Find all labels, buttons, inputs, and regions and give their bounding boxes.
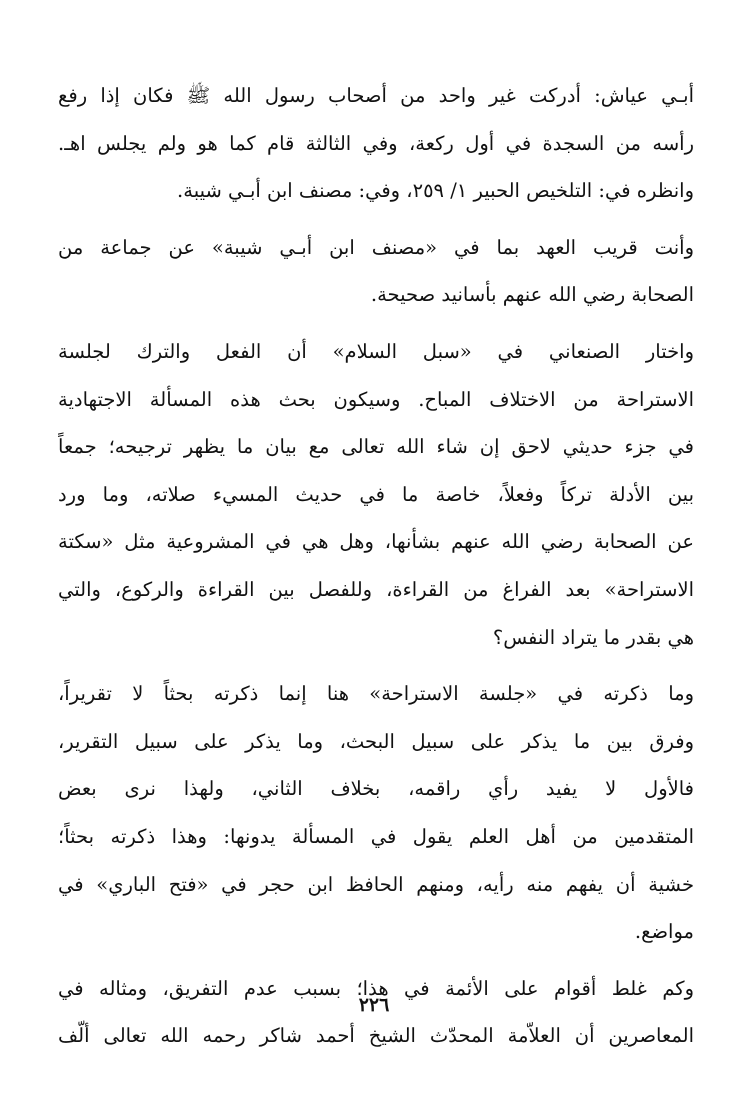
- text-line: وأنت قريب العهد بما في «مصنف ابن أبـي شيبة» عن جماعة من: [58, 235, 694, 259]
- text-line: واختار الصنعاني في «سبل السلام» أن الفعل والترك لجلسة: [58, 339, 694, 363]
- text-line: الصحابة رضي الله عنهم بأسانيد صحيحة.: [370, 283, 694, 307]
- text-line: الاستراحة من الاختلاف المباح. وسيكون بحث هذه المسألة الاجتهادية: [58, 387, 694, 411]
- page-number: ٢٢٦: [358, 994, 390, 1016]
- text-line: المتقدمين من أهل العلم يقول في المسألة يدونها: وهذا ذكرته بحثاً؛: [58, 824, 694, 848]
- text-line: مواضع.: [634, 920, 694, 944]
- paragraph-gap: [58, 215, 694, 224]
- paragraph-2: [58, 224, 694, 319]
- text-line: رأسه من السجدة في أول ركعة، وفي الثالثة قام كما هو ولم يجلس اهـ.: [58, 131, 694, 155]
- paragraph-gap: [58, 661, 694, 670]
- text-line: فالأول لا يفيد رأي راقمه، بخلاف الثاني، ولهذا نرى بعض: [58, 777, 694, 801]
- body-text: [58, 72, 694, 1060]
- paragraph-gap: [58, 319, 694, 328]
- text-line: وما ذكرته في «جلسة الاستراحة» هنا إنما ذكرته بحثاً لا تقريراً،: [58, 682, 694, 706]
- text-line: عن الصحابة رضي الله عنهم بشأنها، وهل هي في المشروعية مثل «سكتة: [58, 530, 694, 554]
- text-line: هي بقدر ما يتراد النفس؟: [492, 625, 694, 649]
- text-line: الاستراحة» بعد الفراغ من القراءة، وللفصل بين القراءة والركوع، والتي: [58, 577, 694, 601]
- paragraph-4: [58, 670, 694, 956]
- paragraph-3: [58, 328, 694, 661]
- text-line: وكم غلط أقوام على الأئمة في هذا؛ بسبب عدم التفريق، ومثاله في: [58, 976, 694, 1000]
- paragraph-1: [58, 72, 694, 215]
- text-line: بين الأدلة تركاً وفعلاً، خاصة ما في حديث المسيء صلاته، وما ورد: [58, 482, 694, 506]
- text-line: في جزء حديثي لاحق إن شاء الله تعالى مع بيان ما يظهر ترجيحه؛ جمعاً: [58, 435, 694, 459]
- text-line: خشية أن يفهم منه رأيه، ومنهم الحافظ ابن حجر في «فتح الباري» في: [58, 872, 694, 896]
- paragraph-gap: [58, 956, 694, 965]
- text-line: أبـي عياش: أدركت غير واحد من أصحاب رسول الله ﷺ فكان إذا رفع: [58, 84, 694, 107]
- text-line: المعاصرين أن العلاّمة المحدّث الشيخ أحمد شاكر رحمه الله تعالى ألّف: [58, 1024, 694, 1048]
- text-line: وفرق بين ما يذكر على سبيل البحث، وما يذكر على سبيل التقرير،: [58, 729, 694, 753]
- text-line: وانظره في: التلخيص الحبير ١/ ٢٥٩، وفي: مصنف ابن أبـي شيبة.: [177, 179, 694, 203]
